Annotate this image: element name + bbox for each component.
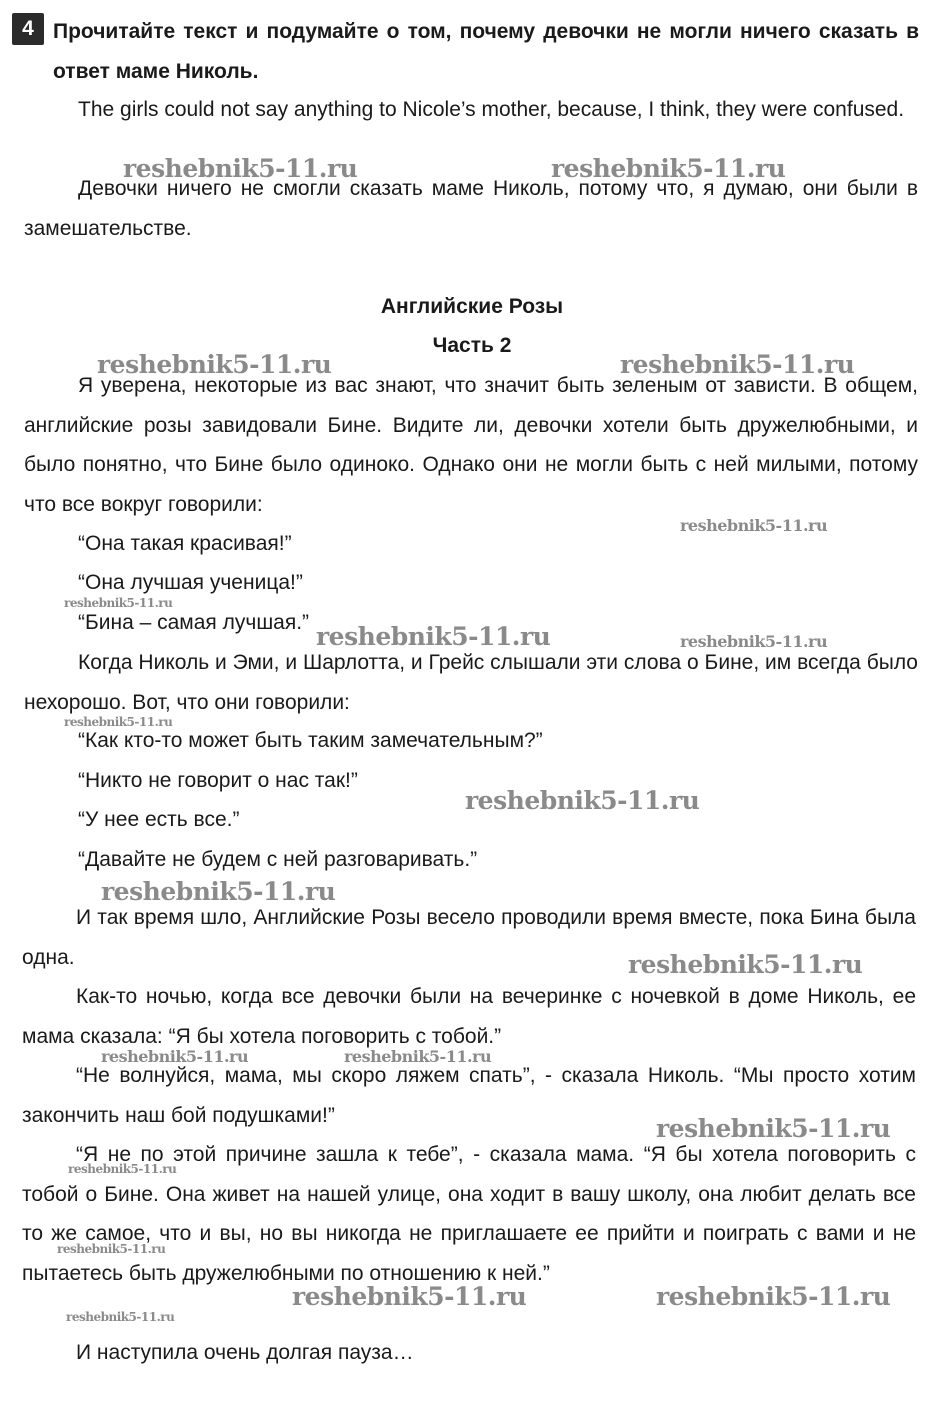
watermark: reshebnik5-11.ru [656,1282,891,1311]
watermark: reshebnik5-11.ru [620,350,855,379]
watermark: reshebnik5-11.ru [316,622,551,651]
story-title: Английские Розы [380,295,564,318]
watermark: reshebnik5-11.ru [97,350,332,379]
watermark: reshebnik5-11.ru [123,154,358,183]
story-paragraph-5: “Не волнуйся, мама, мы скоро ляжем спать”, - сказала Николь. “Мы просто хотим закончить наш бой подушками!” [22,1064,916,1127]
watermark: reshebnik5-11.ru [551,154,786,183]
quote-7: “Давайте не будем с ней разговаривать.” [78,848,478,871]
watermark: reshebnik5-11.ru [57,1242,166,1256]
task-number-badge: 4 [12,13,44,45]
watermark: reshebnik5-11.ru [101,1047,249,1066]
watermark: reshebnik5-11.ru [292,1282,527,1311]
watermark: reshebnik5-11.ru [68,1162,177,1176]
watermark: reshebnik5-11.ru [101,877,336,906]
watermark: reshebnik5-11.ru [465,786,700,815]
answer-english: The girls could not say anything to Nicole’s mother, because, I think, they were confused. [78,98,905,121]
quote-4: “Как кто-то может быть таким замечательным?” [78,729,543,752]
quote-2: “Она лучшая ученица!” [78,571,303,594]
watermark: reshebnik5-11.ru [680,516,828,535]
quote-6: “У нее есть все.” [78,808,240,831]
watermark: reshebnik5-11.ru [64,715,173,729]
answer-russian: Девочки ничего не смогли сказать маме Николь, потому что, я думаю, они были в замешательстве. [24,177,918,240]
story-paragraph-7: И наступила очень долгая пауза… [76,1341,414,1364]
quote-1: “Она такая красивая!” [78,532,292,555]
watermark: reshebnik5-11.ru [628,950,863,979]
watermark: reshebnik5-11.ru [680,632,828,651]
watermark: reshebnik5-11.ru [344,1047,492,1066]
watermark: reshebnik5-11.ru [66,1310,175,1324]
quote-3: “Бина – самая лучшая.” [78,611,310,634]
story-subtitle: Часть 2 [432,334,512,357]
watermark: reshebnik5-11.ru [64,596,173,610]
story-paragraph-4: Как-то ночью, когда все девочки были на вечеринке с ночевкой в доме Николь, ее мама сказала: “Я бы хотела поговорить с тобой.” [22,985,916,1048]
story-paragraph-6: “Я не по этой причине зашла к тебе”, - сказала мама. “Я бы хотела поговорить с тобой о Бине. Она живет на нашей улице, она ходит в вашу школу, она любит делать все то же самое, что и вы, но вы никогда не приглашаете ее прийти и поиграть с вами и не пытаетесь быть дружелюбными по отношению к ней.” [22,1143,916,1285]
quote-5: “Никто не говорит о нас так!” [78,769,358,792]
watermark: reshebnik5-11.ru [656,1114,891,1143]
story-paragraph-3: И так время шло, Английские Розы весело проводили время вместе, пока Бина была одна. [22,906,916,969]
story-paragraph-2: Когда Николь и Эми, и Шарлотта, и Грейс слышали эти слова о Бине, им всегда было нехорошо. Вот, что они говорили: [24,651,918,714]
task-instruction: Прочитайте текст и подумайте о том, почему девочки не могли ничего сказать в ответ маме Николь. [53,20,919,83]
story-paragraph-1: Я уверена, некоторые из вас знают, что значит быть зеленым от зависти. В общем, английские розы завидовали Бине. Видите ли, девочки хотели быть дружелюбными, и было понятно, что Бине было одиноко. Однако они не могли быть с ней милыми, потому что все вокруг говорили: [24,374,918,516]
